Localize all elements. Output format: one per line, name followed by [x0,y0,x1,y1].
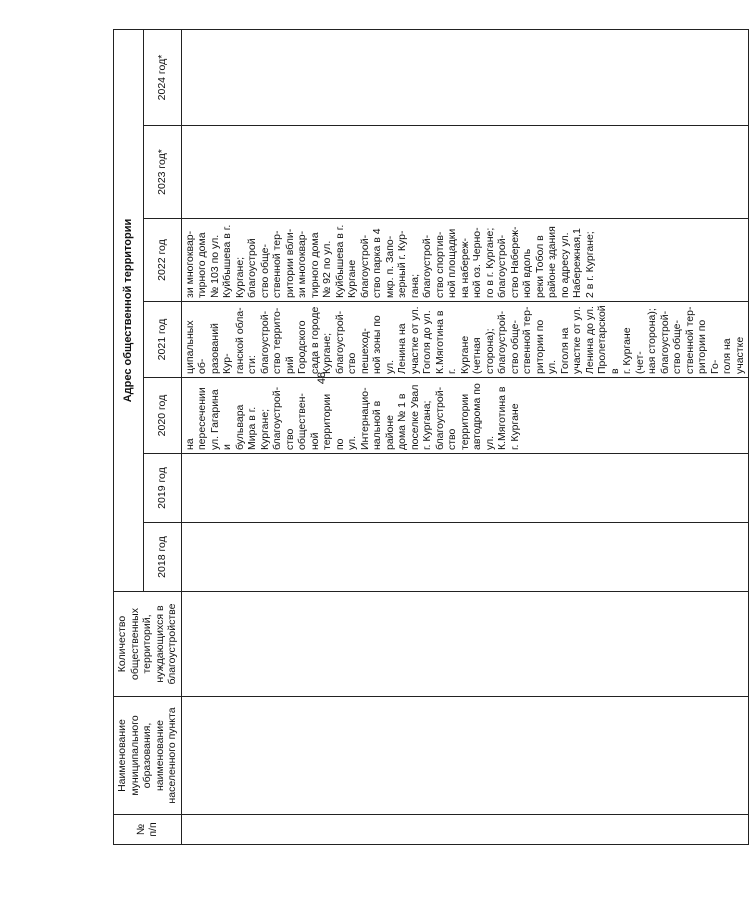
header-territory-count: Количество общественных территорий, нуждающихся в благоустройстве [114,592,182,697]
year-2018-header: 2018 год [143,523,181,592]
row-number-cell [181,815,749,845]
address-table [113,30,746,845]
header-number: № п/п [114,815,182,845]
row-municipality-cell [181,697,749,815]
cell-2023 [181,126,749,219]
cell-2024 [181,29,749,125]
row-count-cell [181,592,749,697]
page-number: 48 [316,371,328,385]
cell-2018 [181,523,749,592]
header-municipality: Наименование муниципального образования, наименование населенного пункта [114,697,182,815]
year-2024-header: 2024 год* [143,29,181,125]
year-2023-header: 2023 год* [143,126,181,219]
cell-2021: ципальных об- разований Кур- ганской обла- сти: благоустрой- ство террито- рий Городского сада в городе Кургане; благоустрой- ство пешеход- ной зоны по ул. Ленина на участке от ул. Гоголя до ул. К.Мяготина в г. Кургане (четная сторона); благоустрой- ство обще- ственной тер- ритории по ул. Гоголя на участке от ул. Ленина до ул. Пролетарской в г. Кургане (чет- ная сторона); благоустрой- ство обще- ственной тер- ритории по Го- голя на участке [181,302,749,378]
cell-2020: на пересечении ул. Гагарина и бульвара Мира в г. Кургане; благоустрой- ство обществен- ной территории по ул. Интернацио- нальной в районе дома № 1 в поселке Увал г. Кургана; благоустрой- ство территории автодрома по ул. К.Мяготина в г. Кургане [181,378,749,454]
cell-2019 [181,454,749,523]
header-address-group: Адрес общественной территории [114,29,144,591]
year-2019-header: 2019 год [143,454,181,523]
year-2021-header: 2021 год [143,302,181,378]
year-2020-header: 2020 год [143,378,181,454]
cell-2022: зи многоквар- тирного дома № 103 по ул. Куйбышева в г. Кургане; благоустрой ство обще- ственной тер- ритории вбли- зи многоквар- тирного дома № 92 по ул. Куйбышева в г. Кургане благоустрой- ство парка в 4 мкр. п. Запо- зерный г. Кур- гана; благоустрой- ство спортив- ной площадки на набереж- ной оз. Черно- го в г. Кургане; благоустрой- ство Набереж- ной вдоль реки Тобол в районе здания по адресу ул. Набережная,1 2 в г. Кургане; [181,219,749,302]
year-2022-header: 2022 год [143,219,181,302]
